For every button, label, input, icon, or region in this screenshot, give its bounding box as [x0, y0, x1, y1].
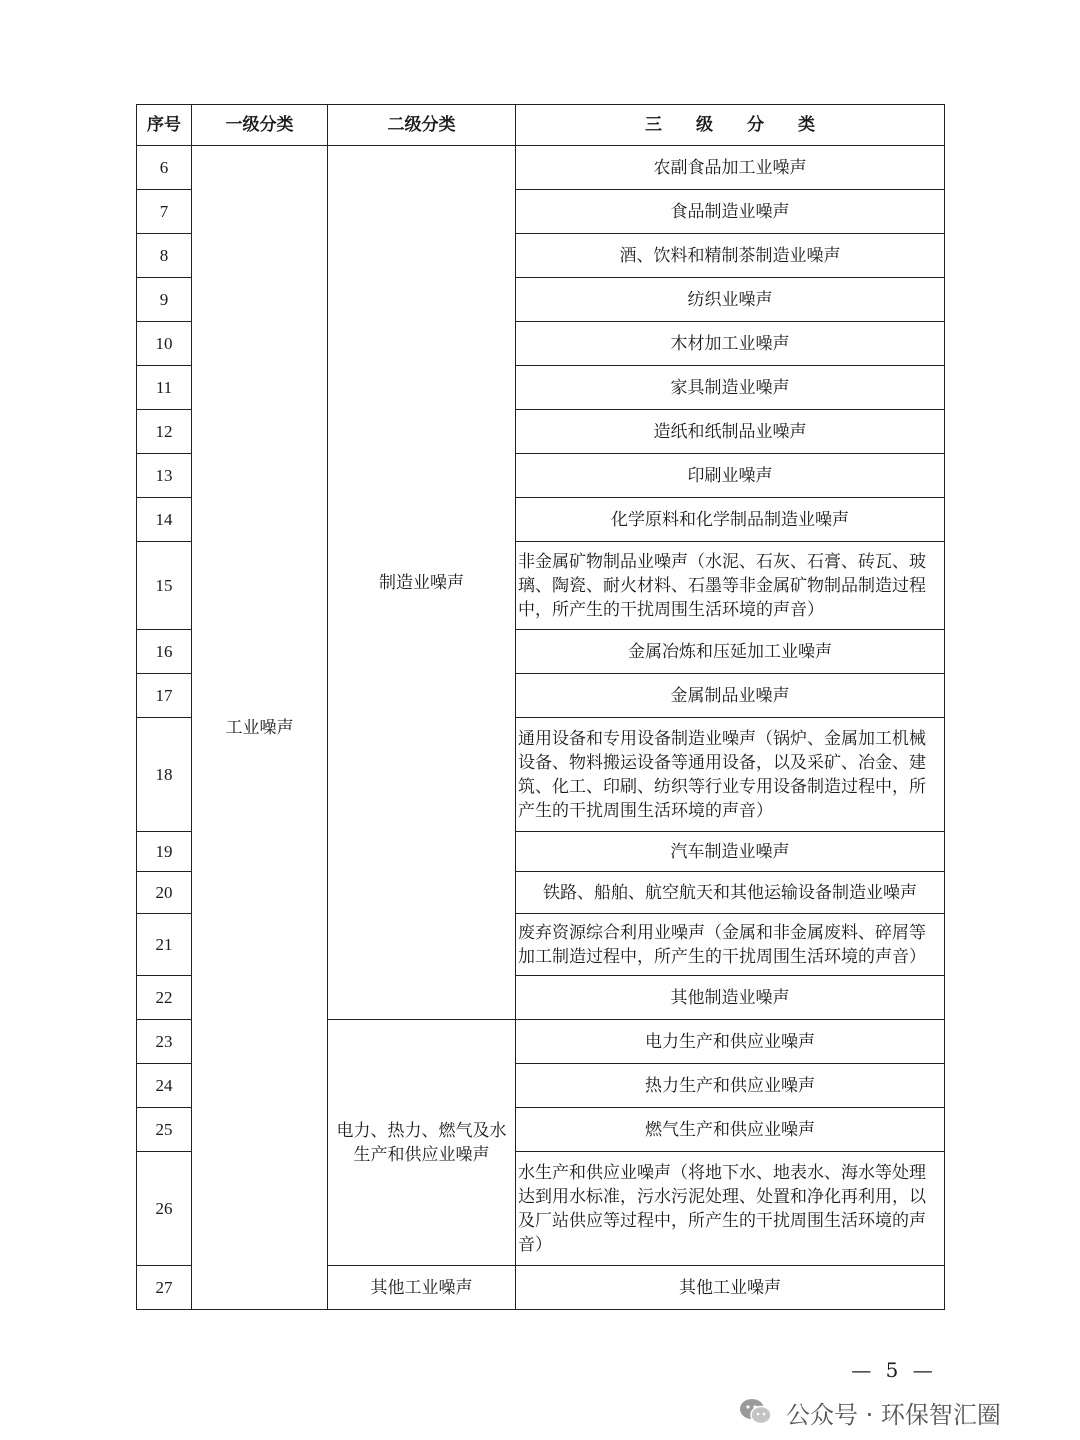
- row-number: 23: [137, 1020, 192, 1064]
- header-seq: 序号: [137, 105, 192, 146]
- row-number: 15: [137, 542, 192, 630]
- level3-cell: 通用设备和专用设备制造业噪声（锅炉、金属加工机械设备、物料搬运设备等通用设备，以及采矿、冶金、建筑、化工、印刷、纺织等行业专用设备制造过程中，所产生的干扰周围生活环境的声音）: [516, 718, 945, 832]
- row-number: 18: [137, 718, 192, 832]
- level3-cell: 木材加工业噪声: [516, 322, 945, 366]
- table-row: [137, 146, 945, 190]
- level2-cell: 电力、热力、燃气及水生产和供应业噪声: [328, 1020, 516, 1266]
- classification-table: [136, 104, 945, 1310]
- level3-cell: 废弃资源综合利用业噪声（金属和非金属废料、碎屑等加工制造过程中，所产生的干扰周围生活环境的声音）: [516, 914, 945, 976]
- header-level2: 二级分类: [328, 105, 516, 146]
- level3-cell: 金属冶炼和压延加工业噪声: [516, 630, 945, 674]
- level3-cell: 汽车制造业噪声: [516, 832, 945, 872]
- row-number: 21: [137, 914, 192, 976]
- level3-cell: 热力生产和供应业噪声: [516, 1064, 945, 1108]
- row-number: 9: [137, 278, 192, 322]
- row-number: 6: [137, 146, 192, 190]
- row-number: 10: [137, 322, 192, 366]
- level3-cell: 造纸和纸制品业噪声: [516, 410, 945, 454]
- wechat-icon: [738, 1397, 774, 1427]
- level3-cell: 电力生产和供应业噪声: [516, 1020, 945, 1064]
- level3-cell: 食品制造业噪声: [516, 190, 945, 234]
- header-level3: 三 级 分 类: [516, 105, 945, 146]
- row-number: 24: [137, 1064, 192, 1108]
- level3-cell: 铁路、船舶、航空航天和其他运输设备制造业噪声: [516, 872, 945, 914]
- row-number: 20: [137, 872, 192, 914]
- level3-cell: 其他工业噪声: [516, 1266, 945, 1310]
- row-number: 12: [137, 410, 192, 454]
- header-level1: 一级分类: [192, 105, 328, 146]
- row-number: 7: [137, 190, 192, 234]
- row-number: 26: [137, 1152, 192, 1266]
- row-number: 14: [137, 498, 192, 542]
- watermark: [738, 1394, 1001, 1430]
- level3-cell: 化学原料和化学制品制造业噪声: [516, 498, 945, 542]
- level3-cell: 非金属矿物制品业噪声（水泥、石灰、石膏、砖瓦、玻璃、陶瓷、耐火材料、石墨等非金属矿物制品制造过程中，所产生的干扰周围生活环境的声音）: [516, 542, 945, 630]
- level3-cell: 纺织业噪声: [516, 278, 945, 322]
- level3-cell: 印刷业噪声: [516, 454, 945, 498]
- level3-cell: 农副食品加工业噪声: [516, 146, 945, 190]
- row-number: 11: [137, 366, 192, 410]
- level3-cell: 金属制品业噪声: [516, 674, 945, 718]
- level2-cell: 制造业噪声: [328, 146, 516, 1020]
- level2-cell: 其他工业噪声: [328, 1266, 516, 1310]
- row-number: 16: [137, 630, 192, 674]
- row-number: 25: [137, 1108, 192, 1152]
- row-number: 27: [137, 1266, 192, 1310]
- level3-cell: 其他制造业噪声: [516, 976, 945, 1020]
- row-number: 19: [137, 832, 192, 872]
- page-number: — 5 —: [851, 1358, 937, 1382]
- row-number: 13: [137, 454, 192, 498]
- level3-cell: 酒、饮料和精制茶制造业噪声: [516, 234, 945, 278]
- watermark-text: 公众号 · 环保智汇圈: [786, 1400, 1001, 1429]
- row-number: 22: [137, 976, 192, 1020]
- level3-cell: 家具制造业噪声: [516, 366, 945, 410]
- header-row: [137, 105, 945, 146]
- level3-cell: 燃气生产和供应业噪声: [516, 1108, 945, 1152]
- row-number: 8: [137, 234, 192, 278]
- level3-cell: 水生产和供应业噪声（将地下水、地表水、海水等处理达到用水标准，污水污泥处理、处置和净化再利用，以及厂站供应等过程中，所产生的干扰周围生活环境的声音）: [516, 1152, 945, 1266]
- row-number: 17: [137, 674, 192, 718]
- level1-cell: 工业噪声: [192, 146, 328, 1310]
